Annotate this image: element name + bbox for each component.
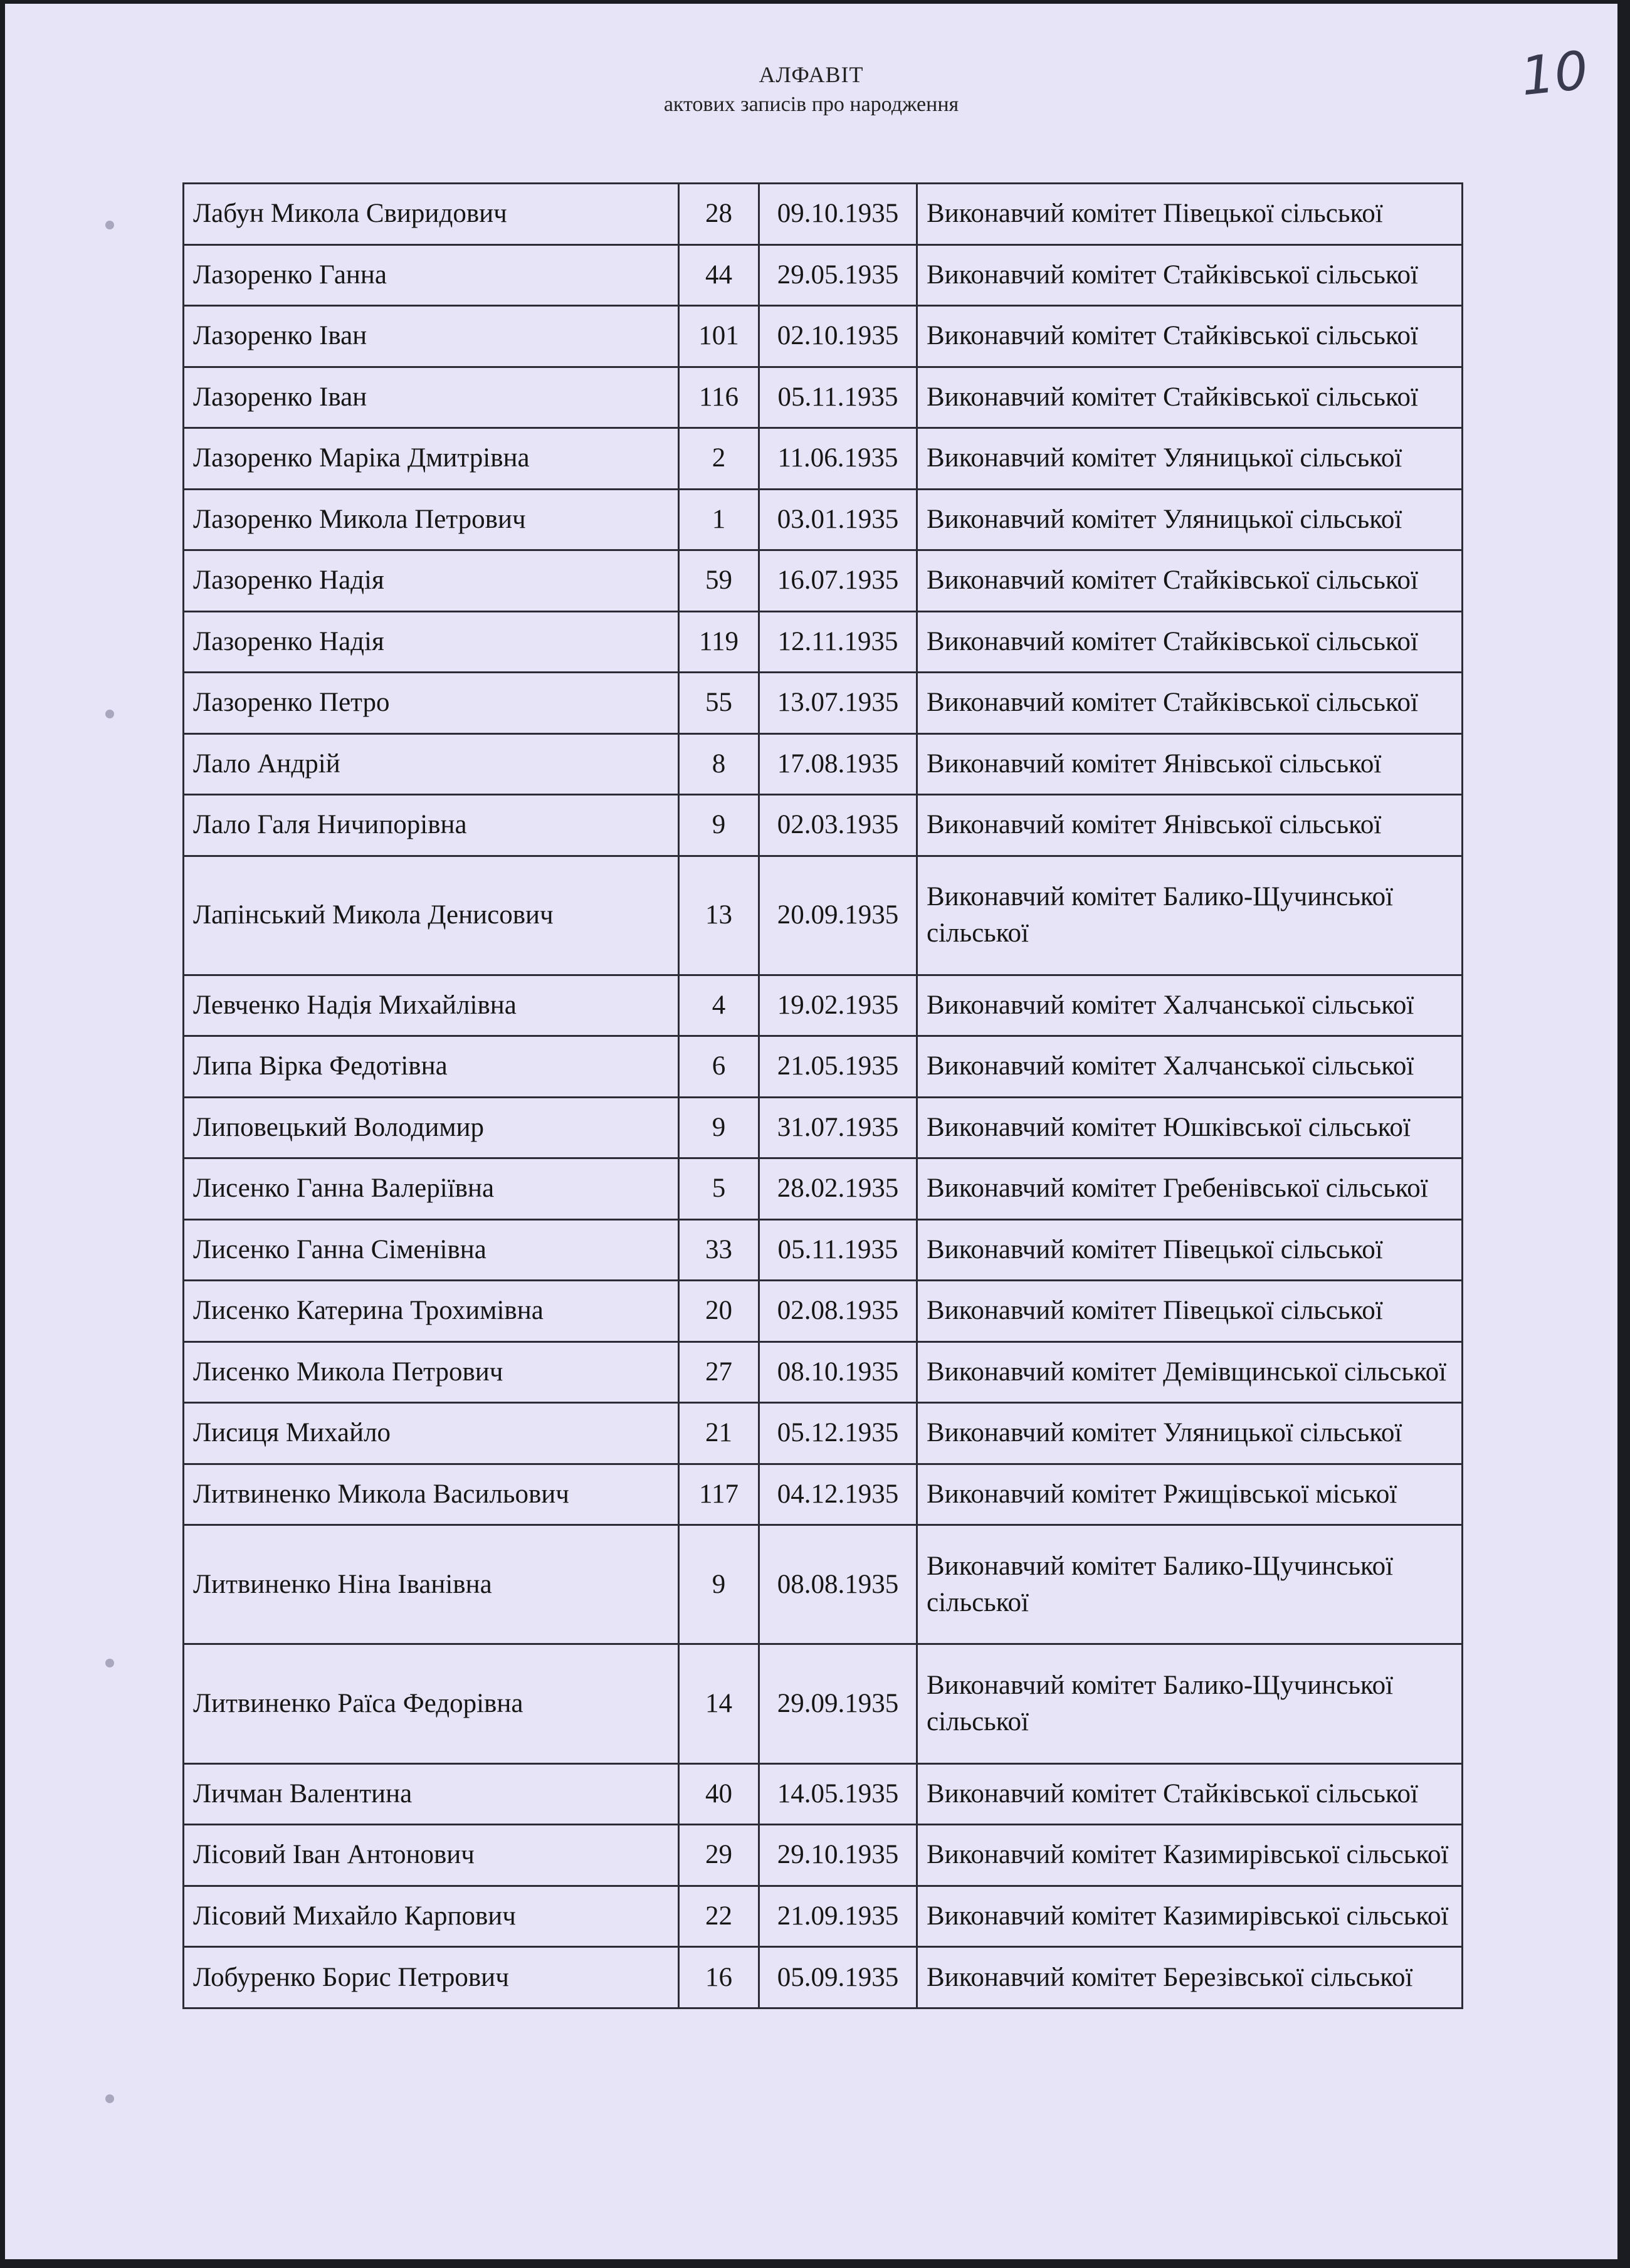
table-row: [184, 1036, 1463, 1098]
record-date-cell: 16.07.1935: [759, 550, 917, 612]
table-row: [184, 489, 1463, 550]
record-number-cell: 22: [679, 1886, 759, 1947]
document-title: АЛФАВІТ: [759, 62, 864, 87]
record-number-cell: 27: [679, 1341, 759, 1403]
record-number-cell: 8: [679, 733, 759, 795]
registry-office-cell: Виконавчий комітет Балико-Щучинської сільської: [917, 1644, 1463, 1763]
registry-office-cell: Виконавчий комітет Халчанської сільської: [917, 1036, 1463, 1098]
registry-office-cell: Виконавчий комітет Стайківської сільської: [917, 1763, 1463, 1825]
table-row: [184, 1097, 1463, 1158]
punch-hole: [105, 710, 114, 718]
record-date-cell: 11.06.1935: [759, 428, 917, 490]
person-name-cell: Лисенко Микола Петрович: [184, 1341, 679, 1403]
record-date-cell: 21.09.1935: [759, 1886, 917, 1947]
table-row: [184, 367, 1463, 428]
registry-office-cell: Виконавчий комітет Уляницької сільської: [917, 1403, 1463, 1464]
record-number-cell: 29: [679, 1825, 759, 1886]
record-number-cell: 16: [679, 1947, 759, 2008]
table-row: [184, 1403, 1463, 1464]
record-number-cell: 5: [679, 1158, 759, 1220]
punch-hole: [105, 2094, 114, 2103]
person-name-cell: Лісовий Михайло Карпович: [184, 1886, 679, 1947]
punch-hole: [105, 1659, 114, 1667]
person-name-cell: Липа Вірка Федотівна: [184, 1036, 679, 1098]
person-name-cell: Лазоренко Надія: [184, 550, 679, 612]
record-number-cell: 33: [679, 1219, 759, 1281]
person-name-cell: Лазоренко Надія: [184, 611, 679, 673]
person-name-cell: Лазоренко Ганна: [184, 244, 679, 306]
registry-office-cell: Виконавчий комітет Казимирівської сільської: [917, 1886, 1463, 1947]
registry-office-cell: Виконавчий комітет Півецької сільської: [917, 184, 1463, 245]
record-date-cell: 31.07.1935: [759, 1097, 917, 1158]
document-sheet: [5, 4, 1617, 2259]
record-number-cell: 55: [679, 673, 759, 734]
person-name-cell: Лисенко Катерина Трохимівна: [184, 1281, 679, 1342]
record-date-cell: 29.09.1935: [759, 1644, 917, 1763]
registry-office-cell: Виконавчий комітет Півецької сільської: [917, 1281, 1463, 1342]
registry-office-cell: Виконавчий комітет Півецької сільської: [917, 1219, 1463, 1281]
record-number-cell: 28: [679, 184, 759, 245]
record-number-cell: 44: [679, 244, 759, 306]
person-name-cell: Лабун Микола Свиридович: [184, 184, 679, 245]
registry-office-cell: Виконавчий комітет Стайківської сільської: [917, 611, 1463, 673]
record-date-cell: 29.10.1935: [759, 1825, 917, 1886]
person-name-cell: Лисенко Ганна Валеріївна: [184, 1158, 679, 1220]
person-name-cell: Лазоренко Іван: [184, 306, 679, 367]
table-row: [184, 856, 1463, 975]
record-date-cell: 02.10.1935: [759, 306, 917, 367]
record-date-cell: 03.01.1935: [759, 489, 917, 550]
table-row: [184, 975, 1463, 1036]
person-name-cell: Лисиця Михайло: [184, 1403, 679, 1464]
person-name-cell: Лало Андрій: [184, 733, 679, 795]
registry-office-cell: Виконавчий комітет Стайківської сільської: [917, 306, 1463, 367]
record-number-cell: 2: [679, 428, 759, 490]
registry-office-cell: Виконавчий комітет Стайківської сільської: [917, 367, 1463, 428]
record-number-cell: 59: [679, 550, 759, 612]
document-subtitle: актових записів про народження: [663, 93, 959, 116]
table-row: [184, 1644, 1463, 1763]
record-date-cell: 02.08.1935: [759, 1281, 917, 1342]
record-number-cell: 13: [679, 856, 759, 975]
table-row: [184, 1763, 1463, 1825]
registry-office-cell: Виконавчий комітет Халчанської сільської: [917, 975, 1463, 1036]
record-date-cell: 12.11.1935: [759, 611, 917, 673]
table-row: [184, 184, 1463, 245]
person-name-cell: Левченко Надія Михайлівна: [184, 975, 679, 1036]
registry-office-cell: Виконавчий комітет Уляницької сільської: [917, 428, 1463, 490]
record-number-cell: 9: [679, 1097, 759, 1158]
record-date-cell: 29.05.1935: [759, 244, 917, 306]
record-number-cell: 20: [679, 1281, 759, 1342]
registry-office-cell: Виконавчий комітет Уляницької сільської: [917, 489, 1463, 550]
table-row: [184, 1825, 1463, 1886]
record-date-cell: 05.12.1935: [759, 1403, 917, 1464]
table-row: [184, 1464, 1463, 1525]
person-name-cell: Лісовий Іван Антонович: [184, 1825, 679, 1886]
registry-office-cell: Виконавчий комітет Ржищівської міської: [917, 1464, 1463, 1525]
person-name-cell: Литвиненко Микола Васильович: [184, 1464, 679, 1525]
record-number-cell: 21: [679, 1403, 759, 1464]
table-row: [184, 1886, 1463, 1947]
record-number-cell: 9: [679, 1525, 759, 1644]
record-date-cell: 19.02.1935: [759, 975, 917, 1036]
record-date-cell: 13.07.1935: [759, 673, 917, 734]
table-row: [184, 1341, 1463, 1403]
table-row: [184, 428, 1463, 490]
table-row: [184, 306, 1463, 367]
registry-office-cell: Виконавчий комітет Демівщинської сільської: [917, 1341, 1463, 1403]
person-name-cell: Литвиненко Раїса Федорівна: [184, 1644, 679, 1763]
table-row: [184, 611, 1463, 673]
record-date-cell: 02.03.1935: [759, 795, 917, 856]
registry-office-cell: Виконавчий комітет Янівської сільської: [917, 795, 1463, 856]
registry-office-cell: Виконавчий комітет Стайківської сільської: [917, 550, 1463, 612]
record-date-cell: 21.05.1935: [759, 1036, 917, 1098]
record-number-cell: 14: [679, 1644, 759, 1763]
table-row: [184, 733, 1463, 795]
record-date-cell: 09.10.1935: [759, 184, 917, 245]
person-name-cell: Лало Галя Ничипорівна: [184, 795, 679, 856]
registry-office-cell: Виконавчий комітет Янівської сільської: [917, 733, 1463, 795]
person-name-cell: Лобуренко Борис Петрович: [184, 1947, 679, 2008]
punch-hole: [105, 221, 114, 229]
table-row: [184, 1947, 1463, 2008]
table-row: [184, 795, 1463, 856]
person-name-cell: Лапінський Микола Денисович: [184, 856, 679, 975]
registry-office-cell: Виконавчий комітет Казимирівської сільської: [917, 1825, 1463, 1886]
person-name-cell: Лазоренко Петро: [184, 673, 679, 734]
registry-office-cell: Виконавчий комітет Балико-Щучинської сільської: [917, 1525, 1463, 1644]
table-row: [184, 244, 1463, 306]
registry-office-cell: Виконавчий комітет Гребенівської сільської: [917, 1158, 1463, 1220]
records-table-body: [184, 184, 1463, 2008]
record-date-cell: 28.02.1935: [759, 1158, 917, 1220]
record-date-cell: 08.08.1935: [759, 1525, 917, 1644]
record-date-cell: 20.09.1935: [759, 856, 917, 975]
table-row: [184, 1219, 1463, 1281]
record-date-cell: 08.10.1935: [759, 1341, 917, 1403]
handwritten-page-number: 10: [1518, 39, 1591, 108]
person-name-cell: Личман Валентина: [184, 1763, 679, 1825]
record-date-cell: 05.09.1935: [759, 1947, 917, 2008]
person-name-cell: Лазоренко Маріка Дмитрівна: [184, 428, 679, 490]
person-name-cell: Липовецький Володимир: [184, 1097, 679, 1158]
registry-office-cell: Виконавчий комітет Стайківської сільської: [917, 244, 1463, 306]
record-date-cell: 04.12.1935: [759, 1464, 917, 1525]
table-row: [184, 550, 1463, 612]
birth-records-table: [182, 182, 1463, 2009]
registry-office-cell: Виконавчий комітет Балико-Щучинської сільської: [917, 856, 1463, 975]
person-name-cell: Литвиненко Ніна Іванівна: [184, 1525, 679, 1644]
record-date-cell: 14.05.1935: [759, 1763, 917, 1825]
record-number-cell: 40: [679, 1763, 759, 1825]
record-number-cell: 9: [679, 795, 759, 856]
record-date-cell: 05.11.1935: [759, 367, 917, 428]
person-name-cell: Лазоренко Іван: [184, 367, 679, 428]
registry-office-cell: Виконавчий комітет Юшківської сільської: [917, 1097, 1463, 1158]
record-number-cell: 117: [679, 1464, 759, 1525]
table-row: [184, 1525, 1463, 1644]
table-row: [184, 1281, 1463, 1342]
table-row: [184, 673, 1463, 734]
person-name-cell: Лазоренко Микола Петрович: [184, 489, 679, 550]
registry-office-cell: Виконавчий комітет Стайківської сільської: [917, 673, 1463, 734]
record-number-cell: 1: [679, 489, 759, 550]
record-number-cell: 101: [679, 306, 759, 367]
record-number-cell: 6: [679, 1036, 759, 1098]
record-number-cell: 119: [679, 611, 759, 673]
record-number-cell: 4: [679, 975, 759, 1036]
record-date-cell: 05.11.1935: [759, 1219, 917, 1281]
person-name-cell: Лисенко Ганна Сіменівна: [184, 1219, 679, 1281]
table-row: [184, 1158, 1463, 1220]
record-number-cell: 116: [679, 367, 759, 428]
registry-office-cell: Виконавчий комітет Березівської сільської: [917, 1947, 1463, 2008]
record-date-cell: 17.08.1935: [759, 733, 917, 795]
